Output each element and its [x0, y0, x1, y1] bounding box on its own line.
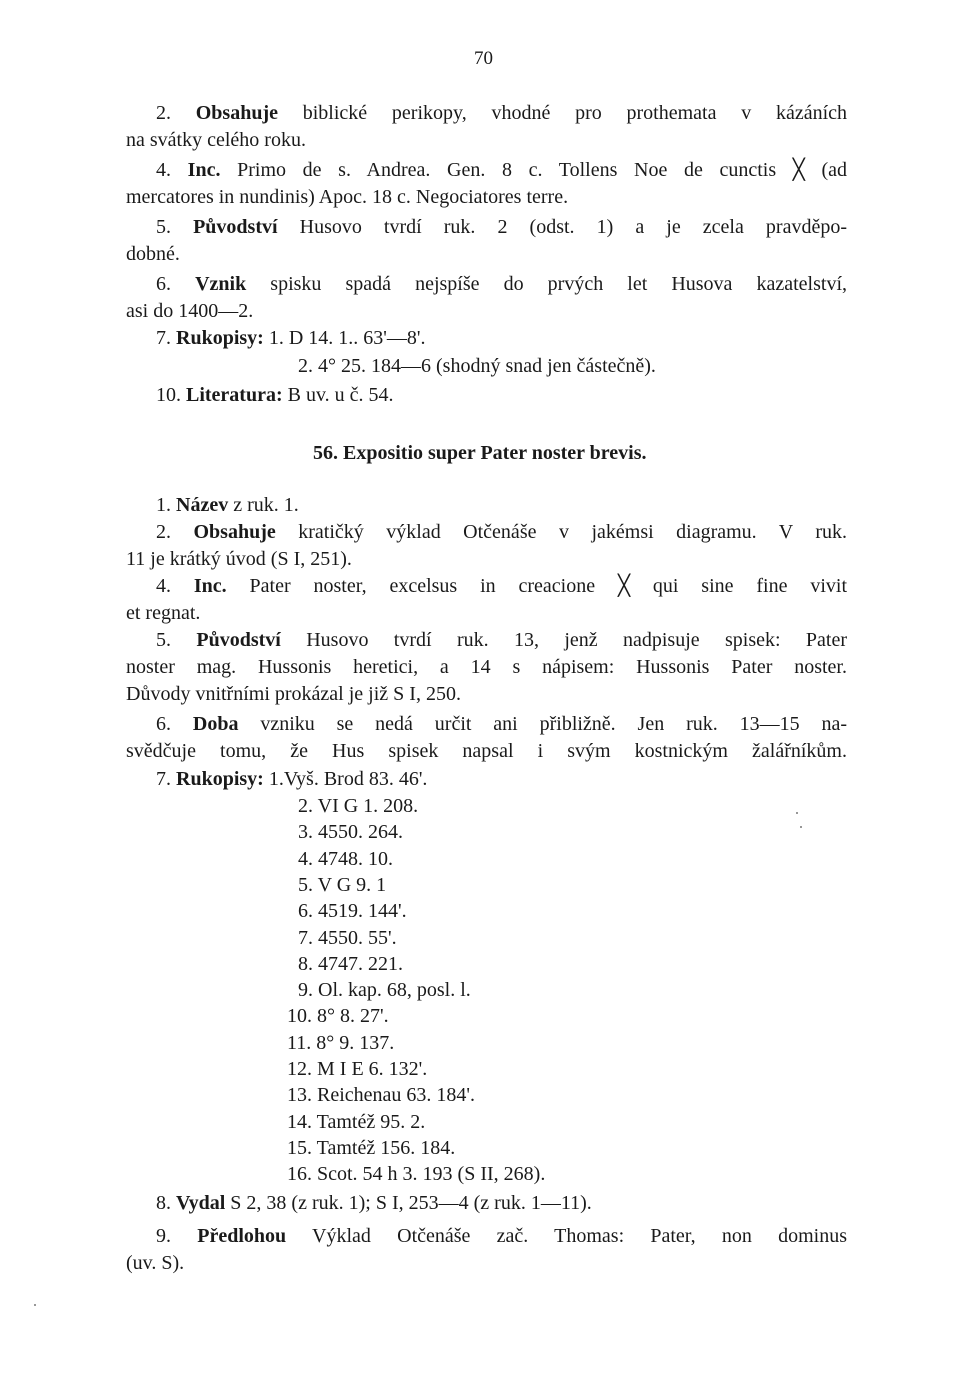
s56-p6-text: vzniku se nedá určit ani přibližně. Jen ruk. 13—15 na- [260, 713, 848, 735]
s55-p2-line2: na svátky celého roku. [126, 129, 306, 151]
s55-p4-text: Primo de s. Andrea. Gen. 8 c. Tollens Noe de cunctis ╳ (ad [237, 159, 848, 181]
s55-p2-heading: Obsahuje [195, 102, 278, 124]
scan-speck [34, 1304, 36, 1306]
s55-p6-number: 6. [156, 273, 171, 295]
s56-manuscript-item: 9. Ol. kap. 68, posl. l. [298, 979, 471, 1001]
s56-p2-number: 2. [156, 521, 171, 543]
s55-p10-text: B uv. u č. 54. [287, 384, 394, 406]
s56-p6-number: 6. [156, 713, 171, 735]
s56-manuscript-item: 6. 4519. 144'. [298, 900, 407, 922]
s56-p6-heading: Doba [192, 713, 239, 735]
s56-p9-line1 [156, 1224, 847, 1248]
s56-p6-line2: svědčuje tomu, že Hus spisek napsal i svým kostnickým žalářníkům. [126, 740, 847, 762]
s55-manuscript-item: 2. 4° 25. 184—6 (shodný snad jen částečně). [298, 355, 656, 377]
s55-manuscript-item: 1. D 14. 1.. 63'—8'. [268, 327, 426, 349]
s56-p5-line3: Důvody vnitřními prokázal je již S I, 250. [126, 683, 461, 705]
s56-p9-line2: (uv. S). [126, 1252, 185, 1274]
s55-p5-line2: dobné. [126, 243, 180, 265]
s55-p7-heading: Rukopisy: [176, 327, 264, 349]
s55-p2-number: 2. [156, 102, 171, 124]
section-56-title: 56. Expositio super Pater noster brevis. [313, 442, 647, 464]
s56-p5-number: 5. [156, 629, 171, 651]
s56-p8-line1 [156, 1191, 592, 1215]
s56-p9-heading: Předlohou [197, 1225, 287, 1247]
s56-p4-number: 4. [156, 575, 171, 597]
s56-p4-line1 [156, 574, 847, 598]
s55-p7-line1 [156, 326, 425, 350]
s56-manuscript-item: 11. 8° 9. 137. [287, 1032, 395, 1054]
s56-p7-line1 [156, 767, 427, 791]
s56-p2-line1 [156, 520, 847, 544]
s55-p6-line1 [156, 272, 847, 296]
s55-p5-heading: Původství [193, 216, 278, 238]
s55-p5-text: Husovo tvrdí ruk. 2 (odst. 1) a je zcela pravděpo- [299, 216, 848, 238]
s55-p6-line2: asi do 1400—2. [126, 300, 254, 322]
s55-p10-number: 10. [156, 384, 181, 406]
s55-p2-text: biblické perikopy, vhodné pro prothemata v kázáních [302, 102, 848, 124]
s56-p4-line2: et regnat. [126, 602, 201, 624]
s55-p4-line1 [156, 158, 847, 182]
s56-manuscript-item: 2. VI G 1. 208. [298, 795, 419, 817]
s55-p4-line2: mercatores in nundinis) Apoc. 18 c. Negociatores terre. [126, 186, 569, 208]
s56-p1-number: 1. [156, 494, 171, 516]
s55-p10-heading: Literatura: [186, 384, 283, 406]
s56-p1-line1 [156, 493, 299, 517]
s55-p5-line1 [156, 215, 847, 239]
s56-manuscript-item: 7. 4550. 55'. [298, 927, 397, 949]
s55-p2-line1 [156, 101, 847, 125]
s56-manuscript-item: 10. 8° 8. 27'. [287, 1005, 389, 1027]
s56-manuscript-item: 8. 4747. 221. [298, 953, 403, 975]
s56-p2-text: kratičký výklad Otčenáše v jakémsi diagramu. V ruk. [298, 521, 848, 543]
s56-p8-text: S 2, 38 (z ruk. 1); S I, 253—4 (z ruk. 1—11). [230, 1192, 592, 1214]
s56-p6-line1 [156, 712, 847, 736]
s56-p9-text: Výklad Otčenáše zač. Thomas: Pater, non dominus [312, 1225, 848, 1247]
s56-p2-heading: Obsahuje [193, 521, 276, 543]
s56-p7-heading: Rukopisy: [176, 768, 264, 790]
s55-p4-heading: Inc. [187, 159, 221, 181]
s56-p5-text: Husovo tvrdí ruk. 13, jenž nadpisuje spisek: Pater [306, 629, 848, 651]
s56-manuscript-item: 15. Tamtéž 156. 184. [287, 1137, 456, 1159]
s55-p7-number: 7. [156, 327, 171, 349]
s56-manuscript-item: 5. V G 9. 1 [298, 874, 387, 896]
s56-p2-line2: 11 je krátký úvod (S I, 251). [126, 548, 352, 570]
s56-p1-heading: Název [176, 494, 229, 516]
s56-p4-heading: Inc. [193, 575, 227, 597]
s56-manuscript-item: 16. Scot. 54 h 3. 193 (S II, 268). [287, 1163, 546, 1185]
s56-p5-line2: noster mag. Hussonis heretici, a 14 s nápisem: Hussonis Pater noster. [126, 656, 847, 678]
s56-p9-number: 9. [156, 1225, 171, 1247]
s56-manuscript-item: 14. Tamtéž 95. 2. [287, 1111, 426, 1133]
s56-p1-text: z ruk. 1. [233, 494, 299, 516]
s56-p4-text: Pater noster, excelsus in creacione ╳ qui sine fine vivit [249, 575, 848, 597]
s55-p10-line1 [156, 383, 394, 407]
scan-speck [796, 812, 798, 814]
page-number: 70 [474, 48, 493, 69]
s56-p7-number: 7. [156, 768, 171, 790]
s56-manuscript-item: 3. 4550. 264. [298, 821, 403, 843]
s56-manuscript-item: 4. 4748. 10. [298, 848, 393, 870]
s56-p8-number: 8. [156, 1192, 171, 1214]
s56-manuscript-item: 13. Reichenau 63. 184'. [287, 1084, 476, 1106]
s56-p5-heading: Původství [196, 629, 281, 651]
s55-p5-number: 5. [156, 216, 171, 238]
s56-p5-line1 [156, 628, 847, 652]
s56-manuscript-item: 12. M I E 6. 132'. [287, 1058, 428, 1080]
s55-p4-number: 4. [156, 159, 171, 181]
scan-speck [800, 826, 802, 828]
s55-p6-heading: Vznik [195, 273, 247, 295]
s55-p6-text: spisku spadá nejspíše do prvých let Husova kazatelství, [270, 273, 848, 295]
s56-p8-heading: Vydal [176, 1192, 226, 1214]
s56-manuscript-item: 1.Vyš. Brod 83. 46'. [268, 768, 428, 790]
